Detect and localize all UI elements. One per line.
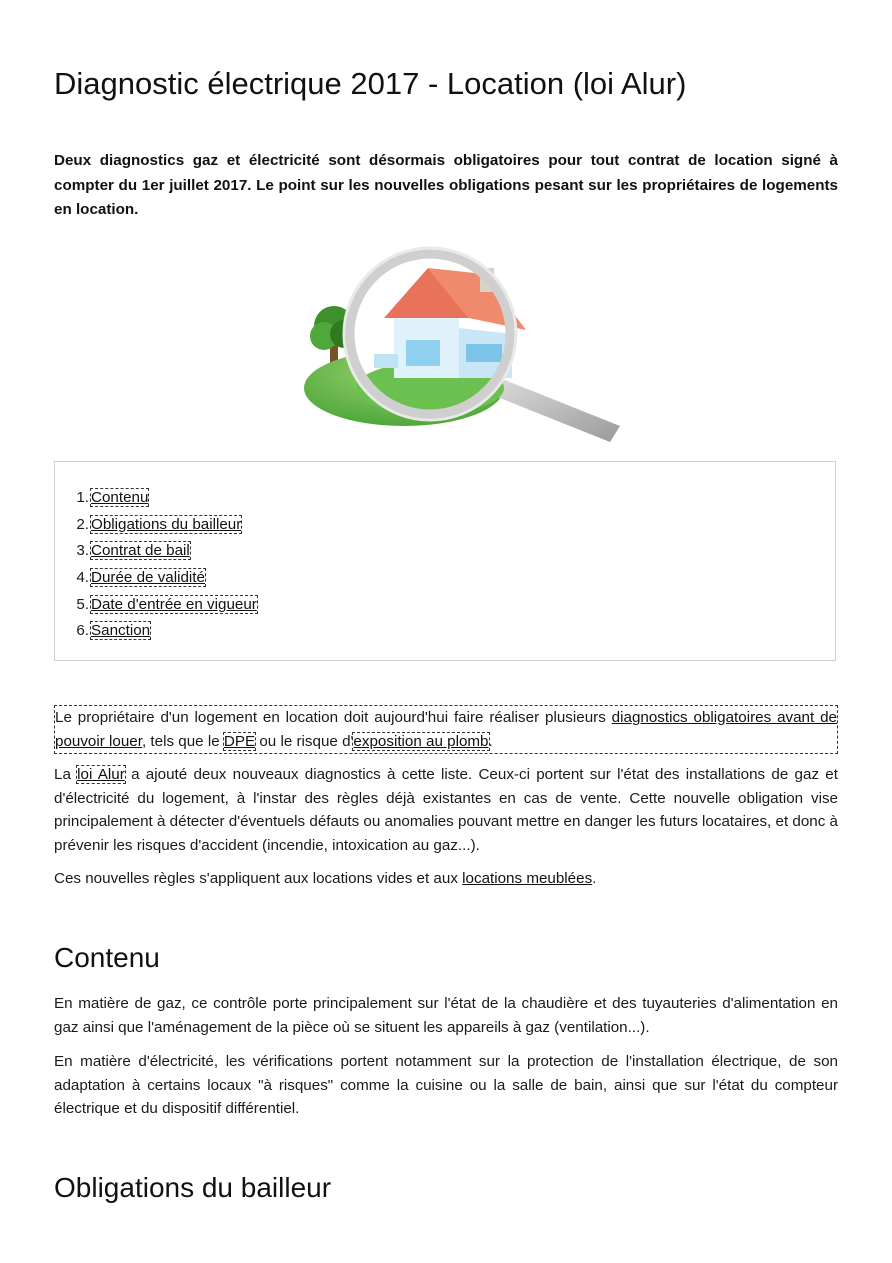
table-of-contents [54, 461, 836, 661]
intro-text: Le propriétaire d'un logement en location doit aujourd'hui faire réaliser plusieurs [55, 709, 612, 726]
intro-paragraph-3 [54, 867, 838, 891]
toc-link-obligations[interactable]: Obligations du bailleur [91, 515, 242, 533]
contenu-paragraph-2: En matière d'électricité, les vérifications portent notamment sur la protection de l'installation électrique, de son adaptation à certains locaux "à risques" comme la cuisine ou la salle de bain, ainsi que sur l'état du compteur électrique et du dispositif différentiel. [54, 1053, 838, 1117]
toc-item-number: 5. [76, 595, 89, 613]
link-locations-meublees[interactable]: locations meublées [462, 870, 593, 887]
toc-item-number: 6. [76, 622, 89, 640]
intro-text: a ajouté deux nouveaux diagnostics à cette liste. Ceux-ci portent sur l'état des installations de gaz et d'électricité du logement, à l'instar des règles déjà existantes en cas de vente. Cette nouvelle obligation vise principalement à détecter d'éventuels défauts ou anomalies pouvant mettre en danger les futurs locataires, et donc à prévenir les risques d'accident (incendie, intoxication au gaz...). [54, 766, 838, 854]
toc-item-number: 4. [76, 569, 89, 587]
intro-text: La [54, 766, 78, 783]
link-exposition-plomb[interactable]: exposition au plomb [353, 732, 489, 750]
section-heading-contenu: Contenu [54, 942, 160, 973]
page-title: Diagnostic électrique 2017 - Location (loi Alur) [54, 66, 687, 101]
toc-item [76, 485, 835, 512]
toc-item [76, 538, 835, 565]
toc-item [76, 592, 835, 619]
magnifier-house-illustration [254, 238, 634, 450]
contenu-paragraph-1: En matière de gaz, ce contrôle porte principalement sur l'état de la chaudière et des tuyauteries d'alimentation en gaz ainsi que l'aménagement de la pièce où se situent les appareils à gaz (ventilation...). [54, 995, 838, 1036]
link-loi-alur[interactable]: loi Alur [77, 766, 125, 783]
link-diagnostics-obligatoires[interactable]: diagnostics obligatoires avant de pouvoir louer [55, 709, 837, 750]
toc-link-contenu[interactable]: Contenu [91, 489, 149, 506]
intro-paragraph-1 [54, 705, 838, 754]
toc-link-date[interactable]: Date d'entrée en vigueur [91, 595, 257, 613]
link-dpe[interactable]: DPE [223, 732, 256, 750]
toc-item [76, 512, 835, 539]
toc-link-contrat[interactable]: Contrat de bail [91, 542, 190, 560]
intro-text: ou le risque d' [255, 732, 354, 750]
toc-link-sanction[interactable]: Sanction [91, 622, 151, 640]
intro-text: , tels que le [141, 732, 224, 750]
toc-link-duree[interactable]: Durée de validité [91, 569, 205, 587]
toc-item [76, 618, 835, 645]
toc-item-number: 1. [76, 489, 89, 506]
section-heading-obligations: Obligations du bailleur [54, 1172, 332, 1203]
toc-item [76, 565, 835, 592]
intro-text: . [592, 870, 597, 887]
intro-text: . [488, 732, 493, 750]
lead-paragraph: Deux diagnostics gaz et électricité sont désormais obligatoires pour tout contrat de location signé à compter du 1er juillet 2017. Le point sur les nouvelles obligations pesant sur les propriétaires de logements en location. [54, 152, 838, 218]
intro-paragraph-2 [54, 763, 838, 857]
toc-item-number: 3. [76, 542, 89, 560]
toc-item-number: 2. [76, 515, 89, 533]
intro-text: Ces nouvelles règles s'appliquent aux locations vides et aux [54, 870, 463, 887]
